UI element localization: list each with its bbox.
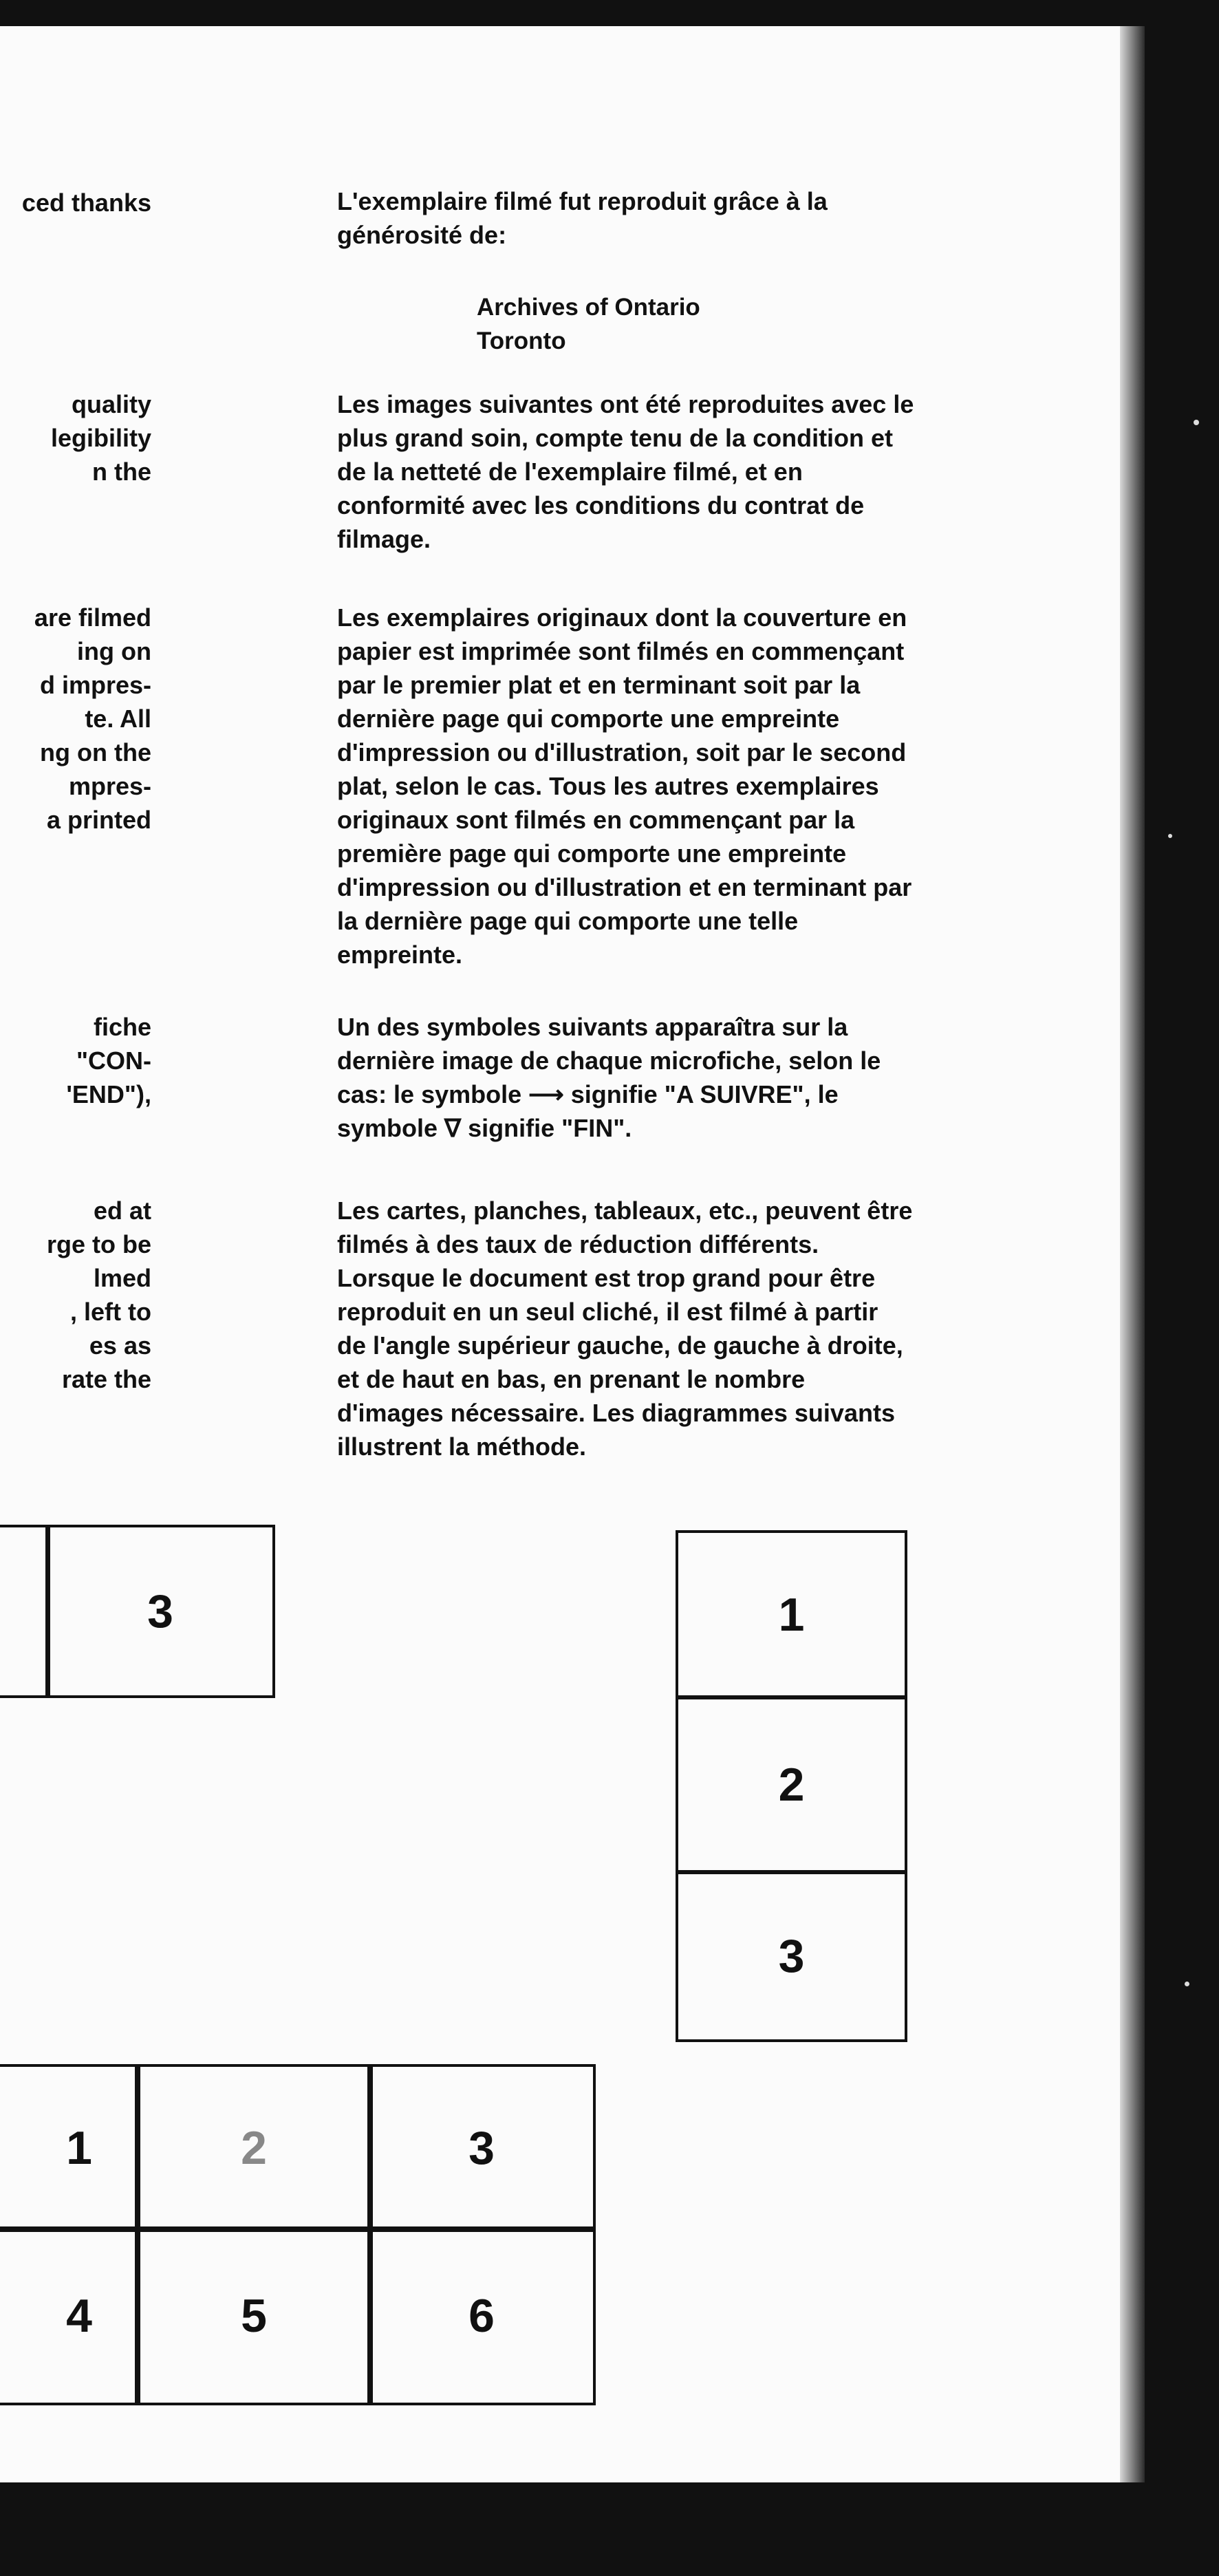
cell-number: 3	[147, 1585, 173, 1638]
column-diagram-cell-3	[676, 1870, 907, 2042]
cell-number: 3	[778, 1930, 805, 1982]
cell-number: 2	[778, 1759, 805, 1811]
page-edge-shadow	[1120, 26, 1145, 2482]
film-speck	[1168, 834, 1172, 838]
grid-diagram-cell-6	[367, 2226, 596, 2405]
cell-number: 1	[66, 2122, 92, 2174]
left-fragment-maps: ed at rge to be lmed , left to es as rate the	[46, 1196, 151, 1393]
institution-name: Archives of Ontario Toronto	[477, 294, 700, 354]
column-diagram-cell-1	[676, 1530, 907, 1699]
grid-diagram-cell-2	[135, 2064, 373, 2232]
row-diagram-cell-cut	[0, 1525, 50, 1698]
left-fragment-microfiche: fiche "CON- 'END"),	[66, 1013, 151, 1108]
left-fragment-thanks: ced thanks	[21, 189, 151, 217]
cell-number: 3	[468, 2122, 495, 2174]
grid-diagram-cell-5	[135, 2226, 373, 2405]
paragraph-maps: Les cartes, planches, tableaux, etc., peuvent être filmés à des taux de réduction différents. Lorsque le document est trop grand pour être reproduit en un seul cliché, il est filmé à partir de l'angle supérieur gauche, de gauche à droite, et de haut en bas, en prenant le nombre d'images nécessaire. Les diagrammes suivants illustrent la méthode.	[337, 1196, 913, 1461]
row-diagram-cell-3	[45, 1525, 275, 1698]
paragraph-originals: Les exemplaires originaux dont la couverture en papier est imprimée sont filmés en commençant par le premier plat et en terminant soit par la dernière page qui comporte une empreinte d'impression ou d'illustration, soit par le second plat, selon le cas. Tous les autres exemplaires originaux sont filmés en commençant par la première page qui comporte une empreinte d'impression ou d'illustration et en terminant par la dernière page qui comporte une telle empreinte.	[337, 603, 912, 969]
grid-diagram-cell-3	[367, 2064, 596, 2232]
cell-number: 4	[66, 2290, 92, 2342]
cell-number: 5	[241, 2290, 267, 2342]
grid-diagram-cell-4	[0, 2226, 140, 2405]
left-fragment-filmed: are filmed ing on d impres- te. All ng on the mpres- a printed	[34, 603, 151, 834]
left-fragment-quality: quality legibility n the	[50, 390, 151, 486]
paragraph-images: Les images suivantes ont été reproduites avec le plus grand soin, compte tenu de la condition et de la netteté de l'exemplaire filmé, et en conformité avec les conditions du contrat de filmage.	[337, 390, 914, 553]
paragraph-symbols: Un des symboles suivants apparaîtra sur la dernière image de chaque microfiche, selon le cas: le symbole ⟶ signifie "A SUIVRE", le symbole ∇ signifie "FIN".	[337, 1013, 881, 1142]
cell-number: 1	[778, 1589, 805, 1641]
cell-number: 6	[468, 2290, 495, 2342]
column-diagram-cell-2	[676, 1695, 907, 1874]
film-speck	[1185, 1982, 1189, 1986]
grid-diagram-cell-1	[0, 2064, 140, 2232]
film-speck	[1194, 420, 1199, 425]
cell-number: 2	[241, 2122, 267, 2174]
intro-text: L'exemplaire filmé fut reproduit grâce à la générosité de:	[337, 187, 828, 249]
